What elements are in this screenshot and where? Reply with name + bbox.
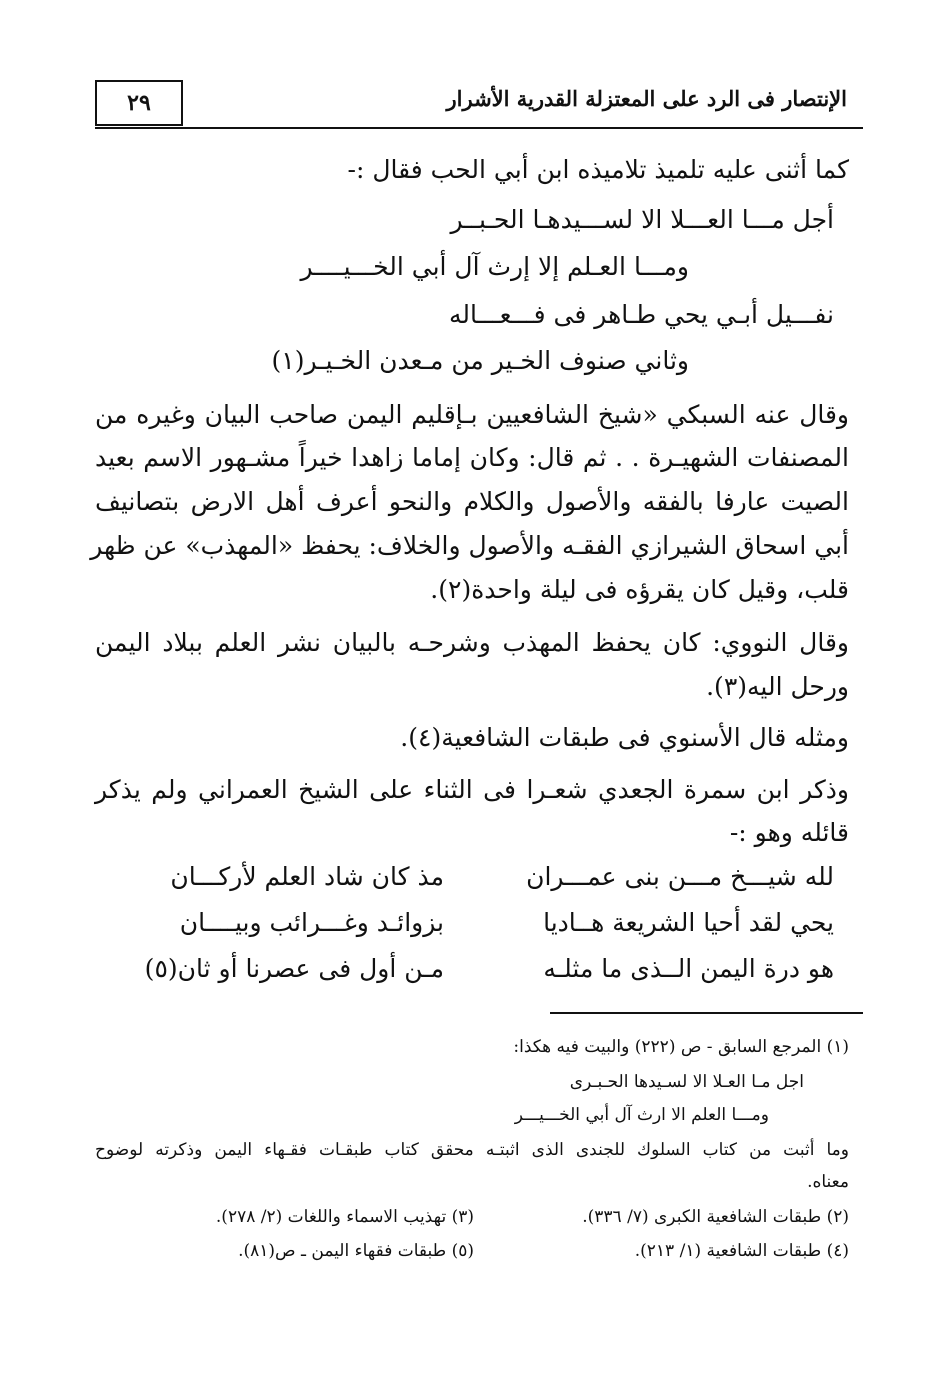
footnote-1-verse-1: اجل مـا العـلا الا لسـيدها الحـبـرى [569,1072,804,1092]
paragraph-nawawi-line-1: وقال النووي: كان يحفظ المهذب وشرحـه بالبيان نشر العلم ببلاد اليمن [95,628,849,657]
poem2-verse-1-second-hemistich: مذ كان شاد العلم لأركـــان [170,862,444,891]
page-number: ٢٩ [95,80,183,126]
paragraph-jadi-line-2: قائله وهو :- [729,818,849,847]
intro-line: كما أثنى عليه تلميذ تلاميذه ابن أبي الحب فقال :- [347,155,849,184]
footnote-1-verse-2: ومـــا العلم الا ارث آل أبي الخـــيـــر [514,1105,769,1125]
poem1-verse-2: ومـــا العـلم إلا إرث آل أبي الخـــيــــر [300,252,689,281]
footnote-2: (٢) طبقات الشافعية الكبرى (٧/ ٣٣٦). [582,1207,849,1227]
poem2-verse-2-first-hemistich: يحي لقد أحيا الشريعة هــاديا [543,908,834,937]
poem2-verse-1-first-hemistich: لله شيـــخ مـــن بنى عمـــران [526,862,834,891]
footnote-1-line-5: معناه. [807,1172,849,1192]
paragraph-sobki-line-4: أبي اسحاق الشيرازي الفقـه والأصول والخلاف: يحفظ «المهذب» عن ظهر [90,531,849,560]
poem1-verse-4: وثاني صنوف الخـير من مـعدن الخـيـر(١) [271,346,689,375]
running-title: الإنتصار فى الرد على المعتزلة القدرية الأشرار [446,86,847,111]
poem1-verse-3: نفـــيل أبـي يحي طـاهر فى فـــعـــاله [449,300,834,329]
header-rule [95,127,863,129]
paragraph-sobki-line-1: وقال عنه السبكي «شيخ الشافعيين بـإقليم اليمن صاحب البيان وغيره من [95,400,849,429]
poem1-verse-1: أجل مـــا العـــلا الا لســـيدهـا الحـبــر [450,205,834,234]
footnote-rule [550,1012,863,1014]
paragraph-jadi-line-1: وذكر ابن سمرة الجعدي شعـرا فى الثناء على الشيخ العمراني ولم يذكر [95,775,849,804]
poem2-verse-3-first-hemistich: هو درة اليمن الــذى ما مثلـه [543,954,834,983]
footnote-1-line-1: (١) المرجع السابق - ص (٢٢٢) والبيت فيه هكذا: [513,1037,849,1057]
footnote-4: (٤) طبقات الشافعية (١/ ٢١٣). [634,1241,849,1261]
paragraph-sobki-line-2: المصنفات الشهيـرة . . ثم قال: وكان إماما زاهدا خيراً مشـهور الاسم بعيد [95,443,849,472]
footnote-3: (٣) تهذيب الاسماء واللغات (٢/ ٢٧٨). [215,1207,474,1227]
paragraph-nawawi-line-2: ورحل اليه(٣). [706,672,849,701]
paragraph-asnawi: ومثله قال الأسنوي فى طبقات الشافعية(٤). [400,723,849,752]
paragraph-sobki-line-3: الصيت عارفا بالفقه والأصول والكلام والنحو أعرف أهل الارض بتصانيف [95,487,849,516]
poem2-verse-3-second-hemistich: مـن أول فى عصرنا أو ثان(٥) [144,954,444,983]
paragraph-sobki-line-5: قلب، وقيل كان يقرؤه فى ليلة واحدة(٢). [430,575,849,604]
footnote-5: (٥) طبقات فقهاء اليمن ـ ص(٨١). [238,1241,474,1261]
poem2-verse-2-second-hemistich: بزوائـد وغـــرائب وبيــــان [179,908,444,937]
footnote-1-line-4: وما أثبت من كتاب السلوك للجندى الذى اثبتـه محقق كتاب طبقـات فقـهاء اليمن وذكرته لوضوح [95,1140,849,1160]
